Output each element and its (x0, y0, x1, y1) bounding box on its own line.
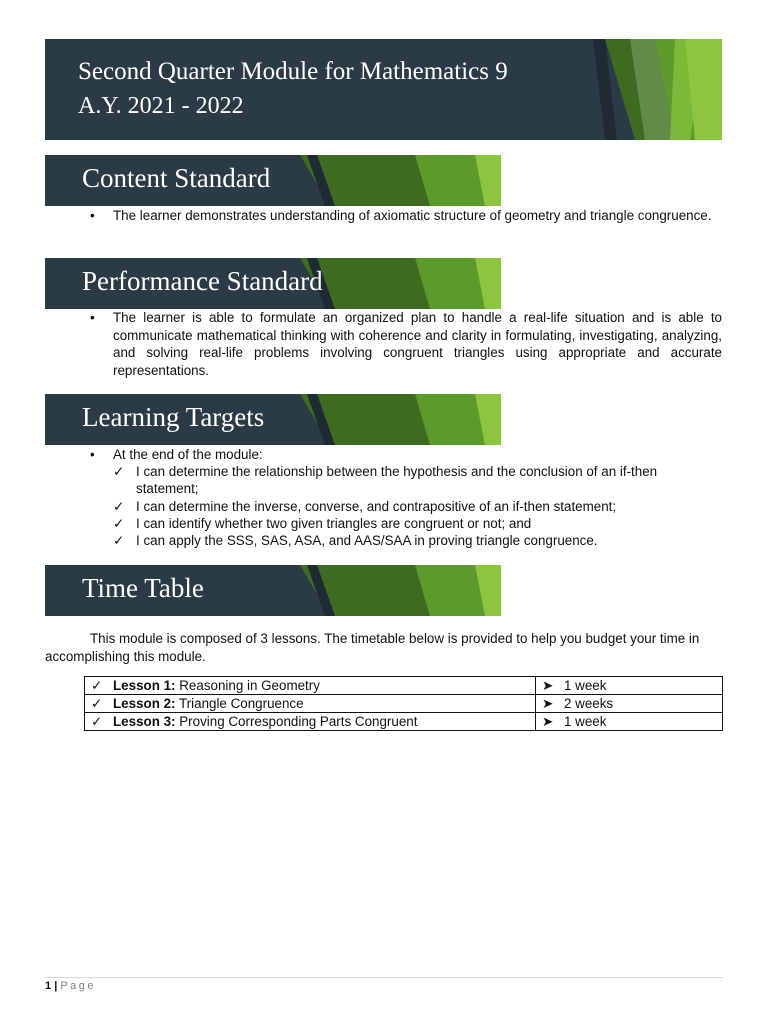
lesson-title: Triangle Congruence (179, 696, 304, 711)
arrowhead-icon: ➤ (542, 696, 554, 711)
duration-cell (536, 677, 723, 695)
lesson-duration: 2 weeks (564, 696, 614, 711)
footer-separator: | (54, 980, 58, 992)
section-header-time-table (45, 565, 501, 616)
checkmark-icon: ✓ (113, 464, 125, 479)
duration-cell (536, 695, 723, 713)
checkmark-icon: ✓ (113, 516, 125, 531)
checkmark-icon: ✓ (91, 678, 103, 693)
section-header-learning-targets (45, 394, 501, 445)
academic-year: A.Y. 2021 - 2022 (78, 93, 244, 119)
section-header-content-standard (45, 155, 501, 206)
lesson-title: Proving Corresponding Parts Congruent (179, 714, 418, 729)
performance-standard-bullet (90, 309, 722, 379)
checkmark-icon: ✓ (91, 696, 103, 711)
learning-target-text: I can apply the SSS, SAS, ASA, and AAS/SAA in proving triangle congruence. (136, 533, 598, 548)
lesson-number: Lesson 1: (113, 678, 176, 693)
lesson-cell (85, 713, 536, 731)
checkmark-icon: ✓ (113, 533, 125, 548)
learning-target-text: I can identify whether two given triangles are congruent or not; and (136, 516, 532, 531)
lesson-number: Lesson 3: (113, 714, 176, 729)
page-footer (45, 980, 96, 992)
lesson-duration: 1 week (564, 714, 607, 729)
learning-target-text: I can determine the relationship between the hypothesis and the conclusion of an if-then statement; (136, 464, 658, 497)
footer-rule (45, 977, 723, 978)
learning-target-item (113, 498, 722, 515)
table-row (85, 677, 723, 695)
checkmark-icon: ✓ (113, 499, 125, 514)
lesson-cell (85, 677, 536, 695)
lesson-duration: 1 week (564, 678, 607, 693)
page-number: 1 (45, 980, 52, 992)
learning-target-item (113, 463, 722, 498)
learning-target-text: I can determine the inverse, converse, and contrapositive of an if-then statement; (136, 499, 617, 514)
learning-targets-intro (90, 446, 722, 464)
learning-target-item (113, 515, 722, 532)
bullet-icon: • (90, 208, 95, 223)
table-row (85, 713, 723, 731)
module-title: Second Quarter Module for Mathematics 9 (78, 58, 508, 85)
lesson-cell (85, 695, 536, 713)
section-heading: Performance Standard (82, 266, 323, 296)
arrowhead-icon: ➤ (542, 714, 554, 729)
lesson-number: Lesson 2: (113, 696, 176, 711)
section-heading: Learning Targets (82, 402, 265, 432)
time-table-paragraph: This module is composed of 3 lessons. The timetable below is provided to help you budget your time in accomplishing this module. (45, 631, 700, 664)
bullet-icon: • (90, 310, 95, 325)
section-heading: Content Standard (82, 163, 271, 193)
section-heading: Time Table (82, 573, 204, 603)
lesson-title: Reasoning in Geometry (179, 678, 320, 693)
timetable (84, 676, 723, 731)
bullet-text: The learner is able to formulate an organized plan to handle a real-life situation and is able to communicate mathematical thinking with coherence and clarity in formulating, investigating, analyzing, and solving real-life problems involving congruent triangles using appropriate and accurate representations. (113, 310, 722, 378)
title-banner (45, 39, 722, 140)
content-standard-bullet (90, 207, 722, 225)
checkmark-icon: ✓ (91, 714, 103, 729)
page-label: Page (60, 980, 97, 992)
banner-decoration (45, 39, 722, 140)
section-header-performance-standard (45, 258, 501, 309)
duration-cell (536, 713, 723, 731)
learning-target-item (113, 532, 722, 549)
arrowhead-icon: ➤ (542, 678, 554, 693)
table-row (85, 695, 723, 713)
bullet-icon: • (90, 447, 95, 462)
bullet-text: The learner demonstrates understanding of axiomatic structure of geometry and triangle congruence. (113, 208, 712, 223)
bullet-text: At the end of the module: (113, 447, 263, 462)
